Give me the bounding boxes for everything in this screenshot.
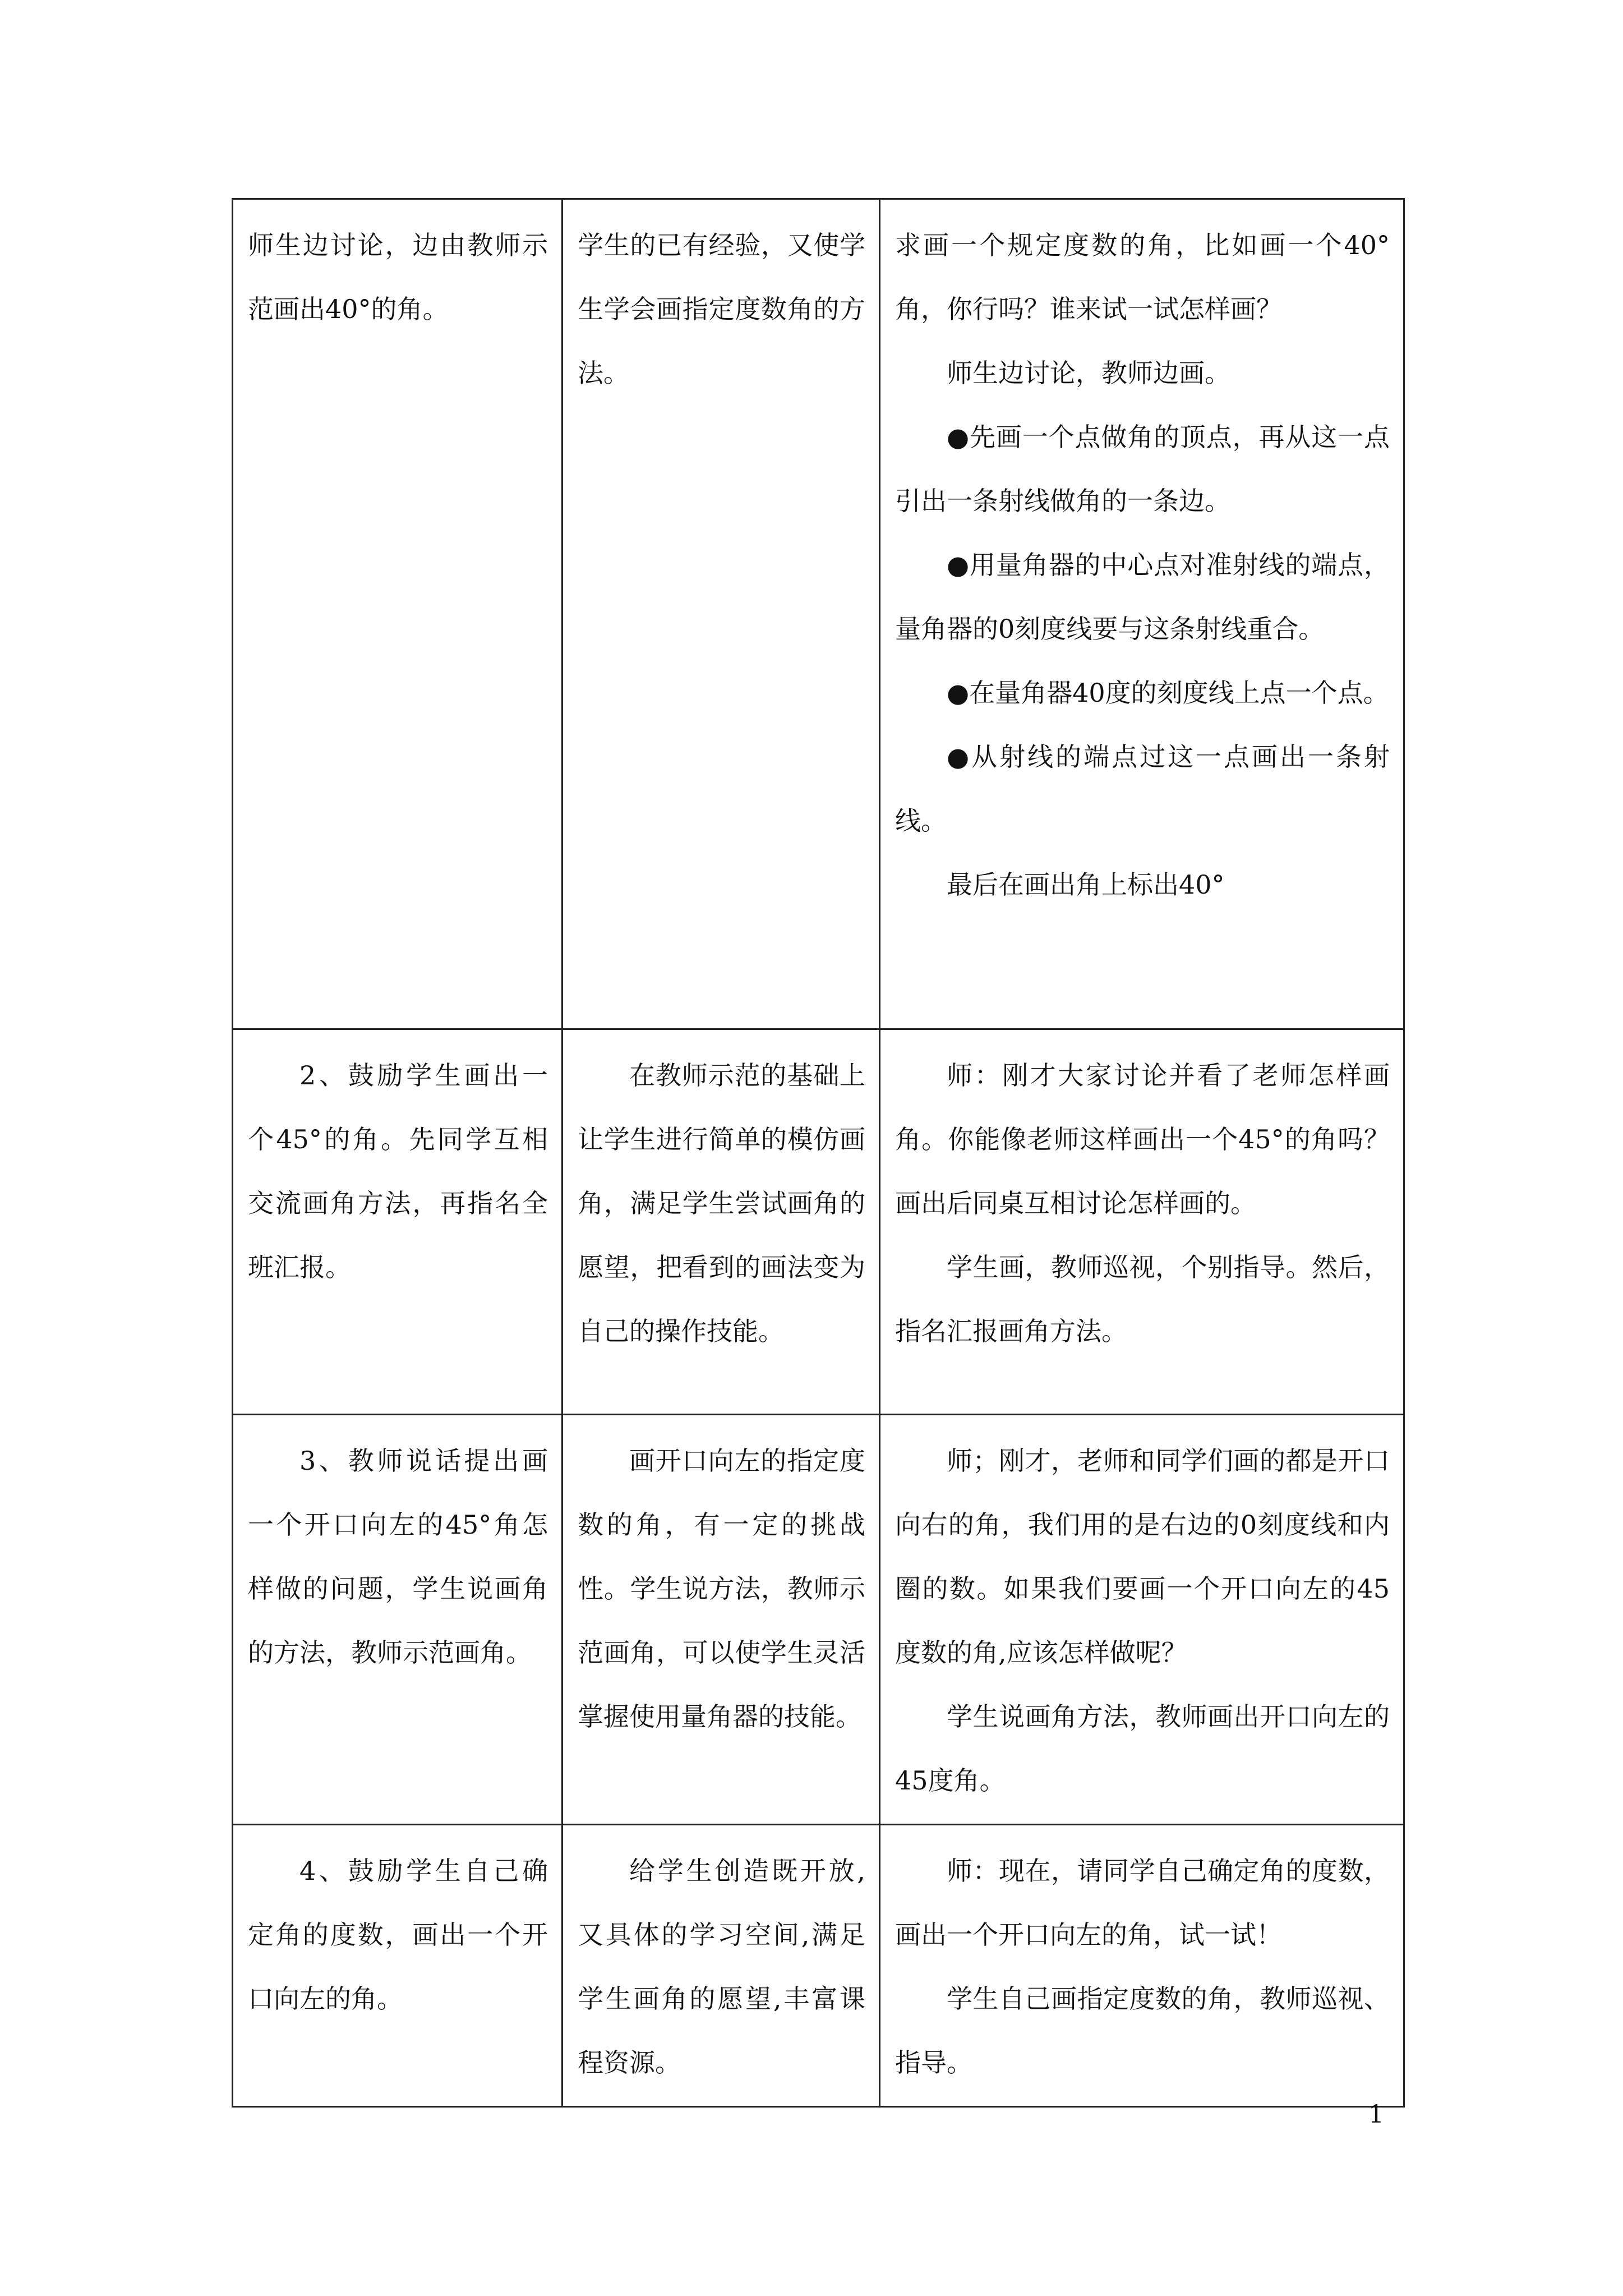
table-row — [233, 1029, 1404, 1415]
lesson-plan-table — [232, 198, 1405, 2108]
process-cell — [880, 1029, 1404, 1415]
process-paragraph: 学生自己画指定度数的角，教师巡视、指导。 — [895, 1984, 1390, 2078]
process-cell — [880, 1415, 1404, 1825]
process-cell — [880, 1825, 1404, 2107]
process-paragraph: 学生说画角方法，教师画出开口向左的45度角。 — [895, 1701, 1390, 1796]
activity-cell — [233, 1415, 562, 1825]
process-paragraph: 最后在画出角上标出40° — [947, 869, 1225, 900]
activity-cell — [233, 1825, 562, 2107]
intent-text: 画开口向左的指定度数的角，有一定的挑战性。学生说方法，教师示范画角，可以使学生灵活掌握使用量角器的技能。 — [578, 1446, 865, 1732]
activity-text: 4、鼓励学生自己确定角的度数，画出一个开口向左的角。 — [248, 1856, 548, 2014]
activity-cell — [233, 199, 562, 1029]
intent-text: 学生的已有经验，又使学生学会画指定度数角的方法。 — [578, 230, 865, 388]
table-row — [233, 1825, 1404, 2107]
page-number: 1 — [1368, 2100, 1384, 2129]
intent-text: 在教师示范的基础上让学生进行简单的模仿画角，满足学生尝试画角的愿望，把看到的画法变为自己的操作技能。 — [578, 1060, 865, 1346]
intent-cell — [562, 199, 880, 1029]
table-row — [233, 199, 1404, 1029]
intent-cell — [562, 1825, 880, 2107]
process-paragraph: ●用量角器的中心点对准射线的端点，量角器的0刻度线要与这条射线重合。 — [895, 550, 1390, 644]
activity-text: 3、教师说话提出画一个开口向左的45°角怎样做的问题，学生说画角的方法，教师示范画角。 — [248, 1446, 548, 1668]
table-row — [233, 1415, 1404, 1825]
process-paragraph: 师：刚才大家讨论并看了老师怎样画角。你能像老师这样画出一个45°的角吗？画出后同桌互相讨论怎样画的。 — [895, 1060, 1390, 1218]
process-paragraph: ●先画一个点做角的顶点，再从这一点引出一条射线做角的一条边。 — [895, 422, 1390, 516]
process-paragraph: 师生边讨论，教师边画。 — [947, 358, 1230, 388]
activity-cell — [233, 1029, 562, 1415]
process-paragraph: ●从射线的端点过这一点画出一条射线。 — [895, 742, 1390, 836]
intent-cell — [562, 1029, 880, 1415]
process-paragraph: ●在量角器40度的刻度线上点一个点。 — [947, 678, 1389, 708]
activity-text: 2、鼓励学生画出一个45°的角。先同学互相交流画角方法，再指名全班汇报。 — [248, 1060, 548, 1282]
process-paragraph: 求画一个规定度数的角，比如画一个40°角，你行吗？谁来试一试怎样画？ — [895, 230, 1390, 324]
process-paragraph: 师；刚才，老师和同学们画的都是开口向右的角，我们用的是右边的0刻度线和内圈的数。如果我们要画一个开口向左的45度数的角,应该怎样做呢？ — [895, 1446, 1390, 1668]
intent-cell — [562, 1415, 880, 1825]
process-cell — [880, 199, 1404, 1029]
activity-text: 师生边讨论，边由教师示范画出40°的角。 — [248, 230, 548, 324]
intent-text: 给学生创造既开放,又具体的学习空间,满足学生画角的愿望,丰富课程资源。 — [578, 1856, 865, 2078]
process-paragraph: 学生画，教师巡视，个别指导。然后，指名汇报画角方法。 — [895, 1252, 1390, 1346]
process-paragraph: 师：现在，请同学自己确定角的度数，画出一个开口向左的角，试一试！ — [895, 1856, 1390, 1950]
